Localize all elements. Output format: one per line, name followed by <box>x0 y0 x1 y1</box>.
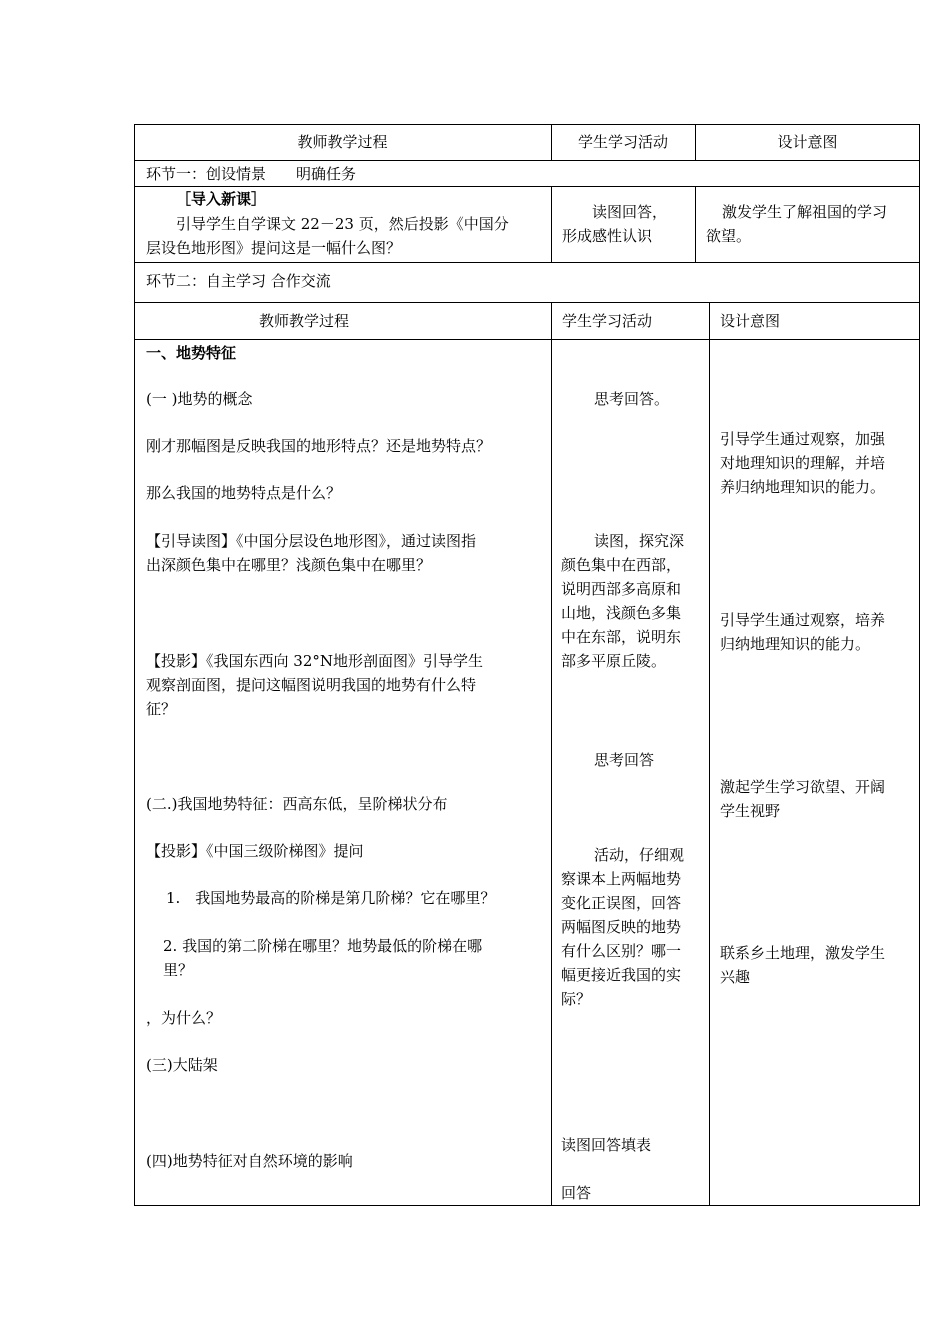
projection-profile-line: 征？ <box>146 700 177 718</box>
why-question: ，为什么？ <box>146 1009 222 1027</box>
header-student-activity: 学生学习活动 <box>577 133 668 151</box>
student-answer-6: 回答 <box>561 1184 592 1202</box>
design-intent-4: 联系乡土地理，激发学生 <box>720 944 886 962</box>
student-answer-2: 山地，浅颜色多集 <box>561 604 682 622</box>
student-answer-4: 两幅图反映的地势 <box>561 918 682 936</box>
table-1-row-line <box>134 262 920 263</box>
header-design-intent: 设计意图 <box>777 133 838 151</box>
step-question-1: 1. 我国地势最高的阶梯是第几阶梯？它在哪里？ <box>166 889 496 907</box>
projection-profile-line: 【投影】《我国东西向 32°N地形剖面图》引导学生 <box>146 652 483 670</box>
student-answer-4: 有什么区别？哪一 <box>561 942 682 960</box>
student-answer-5: 读图回答填表 <box>561 1136 652 1154</box>
intro-design-line: 激发学生了解祖国的学习 <box>722 203 888 221</box>
design-intent-4: 兴趣 <box>720 968 751 986</box>
intro-student-line: 读图回答， <box>592 203 668 221</box>
step-question-2: 2. 我国的第二阶梯在哪里？地势最低的阶梯在哪 <box>163 937 483 955</box>
design-intent-1: 对地理知识的理解，并培 <box>720 454 886 472</box>
student-answer-2: 说明西部多高原和 <box>561 580 682 598</box>
student-answer-1: 思考回答。 <box>594 390 670 408</box>
student-answer-4: 变化正误图，回答 <box>561 894 682 912</box>
intro-teacher-line: 引导学生自学课文 22－23 页，然后投影《中国分 <box>176 215 509 233</box>
design-intent-3: 激起学生学习欲望、开阔 <box>720 778 886 796</box>
section-two-title: 环节二：自主学习 合作交流 <box>146 272 331 290</box>
design-intent-3: 学生视野 <box>720 802 781 820</box>
student-answer-4: 察课本上两幅地势 <box>561 870 682 888</box>
question-2: 那么我国的地势特点是什么？ <box>146 484 342 502</box>
section-one-title: 环节一：创设情景 明确任务 <box>146 165 357 183</box>
student-answer-2: 读图，探究深 <box>594 532 685 550</box>
sub-continental-shelf: (三)大陆架 <box>146 1056 218 1074</box>
header-design-intent: 设计意图 <box>720 312 781 330</box>
table-1-col-line <box>551 186 552 263</box>
projection-steps: 【投影】《中国三级阶梯图》提问 <box>146 842 364 860</box>
design-intent-2: 归纳地理知识的能力。 <box>720 635 871 653</box>
sub-terrain-china: (二.)我国地势特征：西高东低，呈阶梯状分布 <box>146 795 448 813</box>
student-answer-2: 颜色集中在西部， <box>561 556 682 574</box>
student-answer-4: 幅更接近我国的实 <box>561 966 682 984</box>
projection-profile-line: 观察剖面图，提问这幅图说明我国的地势有什么特 <box>146 676 477 694</box>
header-student-activity: 学生学习活动 <box>562 312 653 330</box>
design-intent-1: 引导学生通过观察，加强 <box>720 430 886 448</box>
table-1-row-line <box>134 160 920 161</box>
table-2-col-line <box>551 302 552 1206</box>
table-2-row-line <box>134 339 920 340</box>
heading-terrain-features: 一、地势特征 <box>146 344 237 362</box>
guide-reading-line: 【引导读图】《中国分层设色地形图》，通过读图指 <box>146 532 477 550</box>
student-answer-2: 部多平原丘陵。 <box>561 652 667 670</box>
intro-design-line: 欲望。 <box>706 227 752 245</box>
student-answer-3: 思考回答 <box>594 751 655 769</box>
intro-teacher-line: 层设色地形图》提问这是一幅什么图？ <box>146 239 402 257</box>
step-question-2: 里？ <box>163 961 194 979</box>
design-intent-1: 养归纳地理知识的能力。 <box>720 478 886 496</box>
sub-terrain-impact: (四)地势特征对自然环境的影响 <box>146 1152 353 1170</box>
question-1: 刚才那幅图是反映我国的地形特点？还是地势特点？ <box>146 437 492 455</box>
header-teacher-process: 教师教学过程 <box>297 133 388 151</box>
student-answer-4: 际？ <box>561 990 592 1008</box>
header-teacher-process: 教师教学过程 <box>258 312 349 330</box>
design-intent-2: 引导学生通过观察，培养 <box>720 611 886 629</box>
table-1-col-line <box>695 186 696 263</box>
intro-student-line: 形成感性认识 <box>562 227 653 245</box>
guide-reading-line: 出深颜色集中在哪里？浅颜色集中在哪里？ <box>146 556 432 574</box>
student-answer-4: 活动，仔细观 <box>594 846 685 864</box>
intro-title: ［导入新课］ <box>176 190 267 208</box>
sub-terrain-concept: (一 )地势的概念 <box>146 390 253 408</box>
table-1-row-line <box>134 186 920 187</box>
student-answer-2: 中在东部，说明东 <box>561 628 682 646</box>
table-2-col-line <box>709 302 710 1206</box>
